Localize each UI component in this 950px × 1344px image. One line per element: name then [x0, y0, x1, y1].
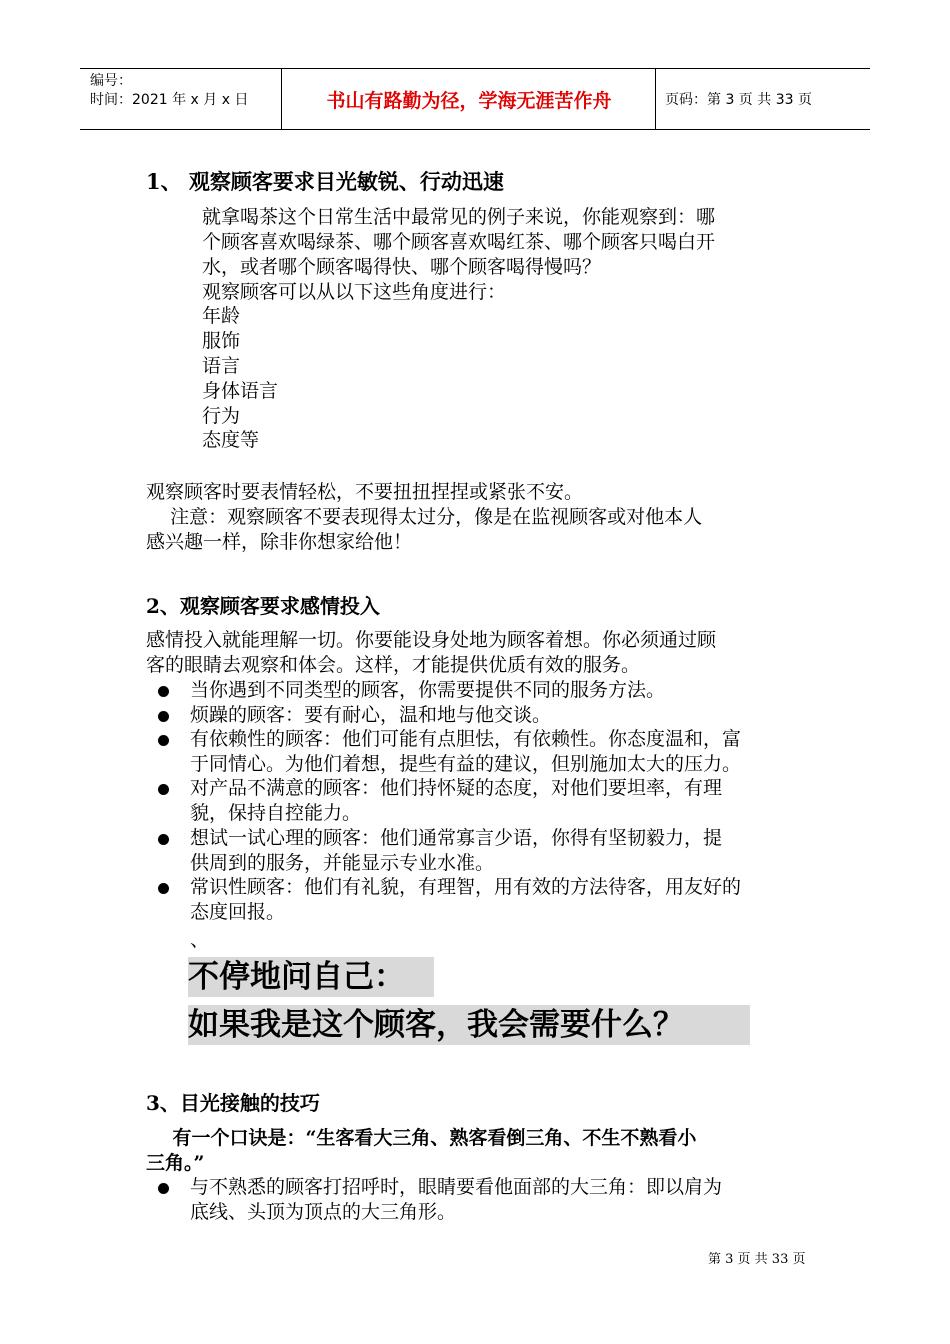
aspect-item: 年龄	[202, 305, 241, 327]
bullet-dot-icon	[158, 686, 169, 697]
section-2-paragraph-line: 感情投入就能理解一切。你要能设身处地为顾客着想。你必须通过顾	[146, 629, 717, 651]
aspect-item: 态度等	[202, 429, 260, 451]
aspect-item: 身体语言	[202, 380, 279, 402]
section-1-tip: 观察顾客时要表情轻松，不要扭扭捏捏或紧张不安。	[146, 481, 584, 503]
section-3-saying-line: 三角。”	[146, 1152, 205, 1174]
bullet-item-line: 于同情心。为他们着想，提些有益的建议，但别施加太大的压力。	[190, 753, 742, 775]
section-1-paragraph-line: 个顾客喜欢喝绿茶、哪个顾客喜欢喝红茶、哪个顾客只喝白开	[202, 231, 716, 253]
bullet-dot-icon	[158, 711, 169, 722]
header-page-label: 页码：第 3 页 共 33 页	[665, 92, 812, 108]
highlight-question-2: 如果我是这个顾客，我会需要什么？	[188, 1005, 750, 1045]
header-motto: 书山有路勤为径，学海无涯苦作舟	[283, 69, 656, 129]
section-3-saying-line: 有一个口诀是：“生客看大三角、熟客看倒三角、不生不熟看小	[146, 1127, 697, 1149]
bullet-item-line: 供周到的服务，并能显示专业水准。	[190, 852, 495, 874]
bullet-item-line: 当你遇到不同类型的顾客，你需要提供不同的服务方法。	[190, 679, 666, 701]
bullet-item-line: 有依赖性的顾客：他们可能有点胆怯，有依赖性。你态度温和，富	[190, 728, 742, 750]
doc-date-label: 时间：2021 年 x 月 x 日	[90, 92, 249, 108]
bullet-dot-icon	[158, 883, 169, 894]
bullet-item-line: 想试一试心理的顾客：他们通常寡言少语，你得有坚韧毅力，提	[190, 827, 723, 849]
page-header	[80, 68, 870, 130]
footer-page-number: 第 3 页 共 33 页	[708, 1252, 806, 1267]
section-1-note-line: 感兴趣一样，除非你想家给他！	[146, 531, 413, 553]
bullet-dot-icon	[158, 1183, 169, 1194]
bullet-item-line: 烦躁的顾客：要有耐心，温和地与他交谈。	[190, 704, 552, 726]
section-2-paragraph-line: 客的眼睛去观察和体会。这样，才能提供优质有效的服务。	[146, 654, 641, 676]
section-1-intro: 观察顾客可以从以下这些角度进行：	[202, 281, 507, 303]
bullet-dot-icon	[158, 735, 169, 746]
stray-mark: 、	[190, 929, 210, 951]
section-2-heading: 2、观察顾客要求感情投入	[146, 594, 380, 618]
doc-number-label: 编号：	[90, 73, 132, 89]
section-1-heading: 1、 观察顾客要求目光敏锐、行动迅速	[146, 169, 504, 194]
bullet-dot-icon	[158, 834, 169, 845]
section-3-heading: 3、目光接触的技巧	[146, 1091, 320, 1115]
highlight-question-1: 不停地问自己：	[188, 957, 434, 997]
aspect-item: 服饰	[202, 330, 241, 352]
bullet-item-line: 常识性顾客：他们有礼貌，有理智，用有效的方法待客，用友好的	[190, 876, 742, 898]
aspect-item: 语言	[202, 355, 241, 377]
section-1-note-line: 注意：观察顾客不要表现得太过分，像是在监视顾客或对他本人	[146, 506, 703, 528]
section-1-paragraph-line: 就拿喝茶这个日常生活中最常见的例子来说，你能观察到：哪	[202, 206, 716, 228]
bullet-item-line: 态度回报。	[190, 901, 286, 923]
aspect-item: 行为	[202, 405, 241, 427]
header-meta	[80, 69, 282, 129]
bullet-item-line: 与不熟悉的顾客打招呼时，眼睛要看他面部的大三角：即以肩为	[190, 1176, 723, 1198]
bullet-item-line: 貌，保持自控能力。	[190, 802, 362, 824]
bullet-dot-icon	[158, 784, 169, 795]
bullet-item-line: 对产品不满意的顾客：他们持怀疑的态度，对他们要坦率，有理	[190, 777, 723, 799]
section-1-paragraph-line: 水，或者哪个顾客喝得快、哪个顾客喝得慢吗？	[202, 256, 602, 278]
bullet-item-line: 底线、头顶为顶点的大三角形。	[190, 1201, 457, 1223]
